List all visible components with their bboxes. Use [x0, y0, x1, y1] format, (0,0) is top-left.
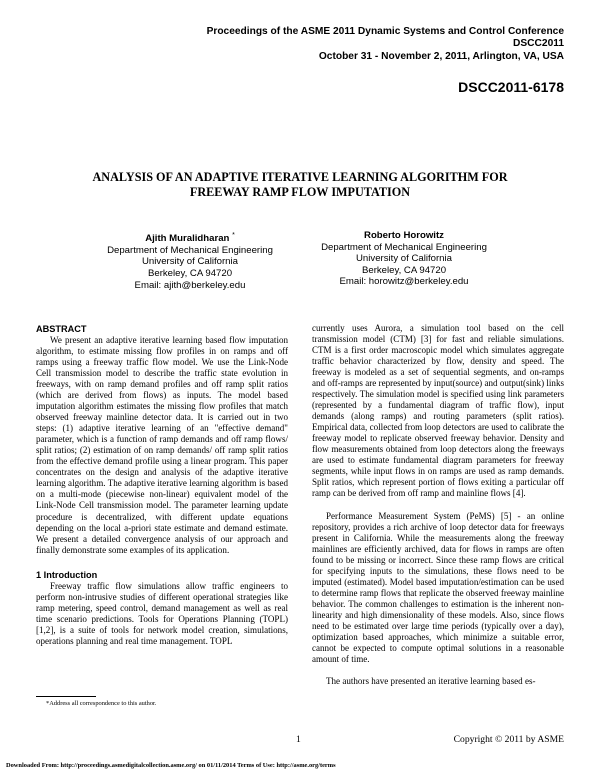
introduction-text: Freeway traffic flow simulations allow traffic engineers to perform non-intrusive studies of different operational strategies like ramp metering, speed control, demand management as well as real time scenario predictions. Tools for Operations Planning (TOPL) [1,2], is a suite of tools for network model creation, simulations, operations planning and real time management. TOPL [36, 580, 288, 646]
download-notice: Downloaded From: http://proceedings.asmedigitalcollection.asme.org/ on 01/11/2014 Terms of Use: http://asme.org/terms [6, 762, 336, 769]
author-email: Email: ajith@berkeley.edu [134, 279, 246, 291]
paper-id: DSCC2011-6178 [458, 79, 564, 95]
footnote-text: *Address all correspondence to this author. [46, 700, 157, 707]
author-block [100, 230, 280, 291]
body-paragraph: currently uses Aurora, a simulation tool based on the cell transmission model (CTM) [3] for fast and reliable simulations. CTM is a first order macroscopic model which simulates aggregate traffic behavior characterized by flow, density and speed. The freeway is modeled as a set of sequential segments, and on-ramps and off-ramps are represented by input(source) and output(sink) links respectively. The simulation model is specified using link parameters (represented by a fundamental diagram of traffic flow), input demands (along ramps) and routing parameters (split ratios). Empirical data, collected from loop detectors are used to calibrate the freeway model to replicate observed freeway behavior. Density and flow measurements obtained from loop detectors along the freeways are used to estimate fundamental diagram parameters for freeway segments, while input flows in on ramps are used as ramp demands. Split ratios, which represent portion of flows exiting a particular off ramp can be derived from off ramp and mainline flows [4]. [312, 323, 564, 499]
author-block [314, 230, 494, 288]
left-column [36, 323, 288, 647]
author-email: Email: horowitz@berkeley.edu [339, 276, 469, 288]
page-number: 1 [296, 734, 301, 745]
author-mark: * [232, 232, 235, 239]
body-paragraph: Performance Measurement System (PeMS) [5] - an online repository, provides a rich archive of loop detector data for freeways present in California. While the measurements along the freeway mainlines are efficiently archived, data for flows in ramps are often found to be missing or incorrect. Since these ramp flows are critical for specifying inputs to the simulations, these flows need to be imputed (estimated). Model based imputation/estimation can be used to determine ramp flows that replicate the observed freeway mainline behavior. The common challenges to estimation is the inherent non-linearity and high dimensionality of these models. Also, since flows need to be estimated over large time periods (typically over a day), optimization based approaches, which minimize a suitable error, cannot be expected to compute optimal solutions in a reasonable amount of time. [312, 510, 564, 664]
author-location: Berkeley, CA 94720 [147, 267, 233, 279]
author-department: Department of Mechanical Engineering [107, 244, 273, 256]
abstract-text: We present an adaptive iterative learning based flow imputation algorithm, to estimate missing flow profiles in on ramps and off ramps using a freeway traffic flow model. We use the Link-Node Cell transmission model to describe the traffic state evolution in freeways, with on ramp demand profiles and off ramp split ratios (which are derived from flows) as inputs. The model based imputation algorithm estimates the missing flow profiles that match observed freeway mainline detector data. It is carried out in two steps: (1) adaptive iterative learning of an "effective demand" parameter, which is a function of ramp demands and off ramp flows/ split ratios; (2) estimation of on ramp demands/ off ramp split ratios from the effective demand profile using a linear program. This paper concentrates on the design and analysis of the adaptive iterative learning algorithm. The adaptive iterative learning algorithm is based on a multi-mode (piecewise non-linear) equivalent model of the Link-Node Cell transmission model. The parameter learning update procedure is decentralized, with different update equations depending on the local a-priori state estimate and demand estimate. We present a detailed convergence analysis of our approach and finally demonstrate some examples of its application. [36, 335, 288, 555]
abstract-heading: ABSTRACT [36, 324, 87, 334]
author-department: Department of Mechanical Engineering [321, 241, 487, 253]
title-line: ANALYSIS OF AN ADAPTIVE ITERATIVE LEARNING ALGORITHM FOR [92, 170, 508, 184]
introduction-heading: 1 Introduction [36, 569, 98, 580]
author-name: Ajith Muralidharan [145, 233, 230, 245]
conference-header [207, 26, 564, 63]
author-name-line [314, 230, 494, 242]
conference-dates: October 31 - November 2, 2011, Arlington, VA, USA [318, 50, 564, 62]
author-name: Roberto Horowitz [364, 230, 444, 241]
copyright: Copyright © 2011 by ASME [453, 734, 564, 745]
title-line: FREEWAY RAMP FLOW IMPUTATION [189, 185, 411, 199]
conference-name: Proceedings of the ASME 2011 Dynamic Systems and Control Conference [206, 26, 564, 37]
body-paragraph: The authors have presented an iterative learning based es- [326, 675, 536, 686]
footnote-divider [36, 696, 96, 697]
paper-title [0, 170, 600, 200]
right-column [312, 323, 564, 687]
conference-code: DSCC2011 [513, 38, 564, 50]
author-location: Berkeley, CA 94720 [361, 264, 447, 276]
footnote [36, 696, 288, 708]
author-university: University of California [142, 256, 238, 268]
author-name-line [100, 230, 280, 245]
author-university: University of California [356, 253, 452, 265]
